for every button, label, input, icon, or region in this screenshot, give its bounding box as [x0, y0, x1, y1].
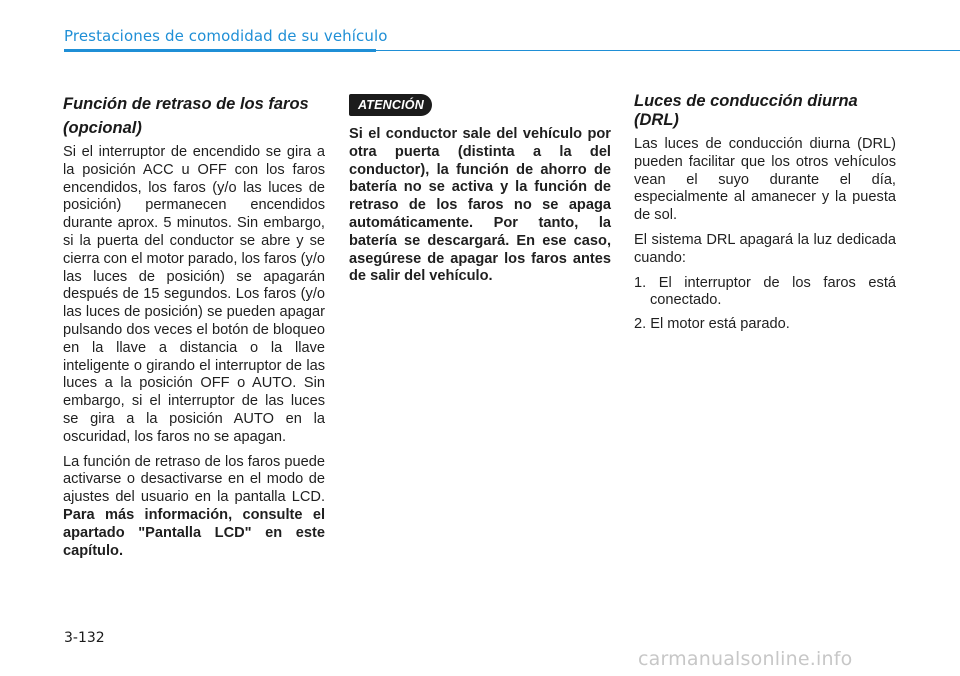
watermark-text: carmanualsonline.info	[638, 648, 853, 670]
drl-heading: Luces de conducción diurna (DRL)	[634, 92, 858, 129]
list-item: 1. El interruptor de los faros está conectado.	[634, 274, 896, 309]
headlamp-delay-heading: Función de retraso de los faros (opcional)	[63, 95, 309, 137]
attention-badge: ATENCIÓN	[349, 94, 432, 116]
drl-description: Las luces de conducción diurna (DRL) pueden facilitar que los otros vehículos vean el suyo durante el día, especialmente al amanecer y la puesta de sol.	[634, 136, 896, 224]
column-warning	[349, 94, 611, 286]
settings-reference: Para más información, consulte el apartado "Pantalla LCD" en este capítulo.	[63, 506, 325, 559]
headlamp-delay-paragraph: Si el interruptor de encendido se gira a la posición ACC u OFF con los faros encendidos, los faros (y/o las luces de posición) permanecen encendidos durante aprox. 5 minutos. Sin embargo, si la puerta del conductor se abre y se cierra con el motor parado, los faros (y/o las luces de posición) se apagarán después de 15 segundos. Los faros (y/o las luces de posición) se pueden apagar pulsando dos veces el botón de bloqueo en la llave a distancia o la llave inteligente o girando el interruptor de las luces a la posición OFF o AUTO. Sin embargo, si el interruptor de las luces se gira a la posición AUTO en la oscuridad, los faros no se apagan.	[63, 144, 325, 445]
settings-text: La función de retraso de los faros puede activarse o desactivarse en el modo de ajustes del usuario en la pantalla LCD.	[63, 453, 325, 506]
page-number: 3-132	[64, 630, 105, 646]
section-header-title: Prestaciones de comodidad de su vehículo	[64, 27, 388, 45]
column-drl	[634, 92, 896, 340]
attention-text: Si el conductor sale del vehículo por otra puerta (distinta a la del conductor), la función de ahorro de batería no se activa y la función de retraso de los faros no se apaga automáticamente. Por tanto, la batería se descargará. En ese caso, asegúrese de apagar los faros antes de salir del vehículo.	[349, 126, 611, 285]
list-item: 2. El motor está parado.	[634, 316, 790, 333]
drl-condition-list	[634, 275, 896, 334]
column-headlamp-delay	[63, 92, 325, 567]
header-rule-accent	[64, 49, 376, 52]
headlamp-delay-settings-paragraph	[63, 454, 325, 561]
drl-condition-intro: El sistema DRL apagará la luz dedicada cuando:	[634, 231, 896, 266]
header-rule-line	[376, 50, 960, 51]
